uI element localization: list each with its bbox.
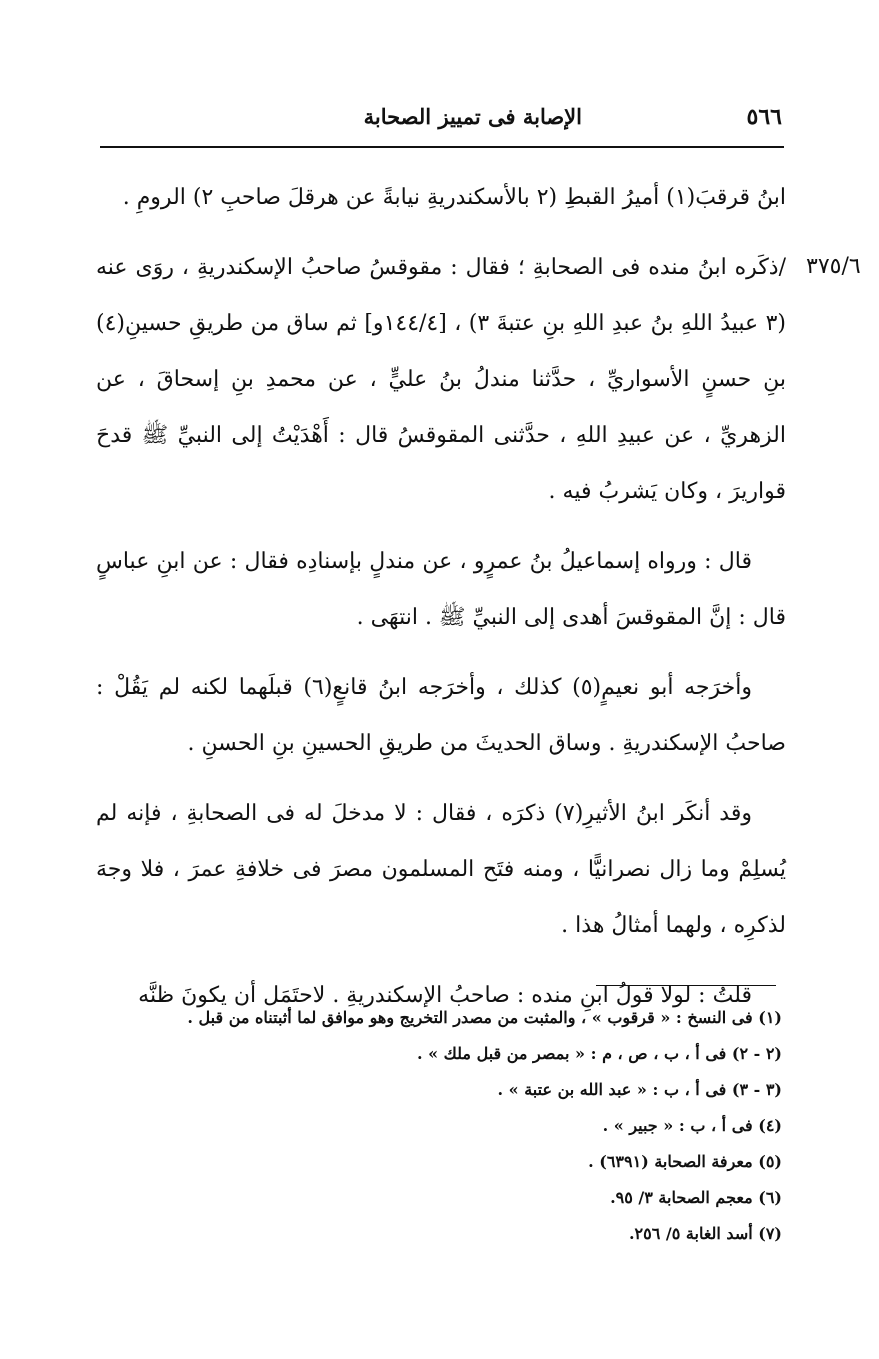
footnote: (٣ - ٣) فى أ ، ب : « عبد الله بن عتبة » .: [497, 1080, 782, 1099]
running-header: [100, 96, 782, 136]
margin-reference: ٣٧٥/٦: [806, 254, 861, 279]
paragraph: وقد أنكَر ابنُ الأثيرِ(٧) ذكرَه ، فقال : لا مدخلَ له فى الصحابةِ ، فإنه لم يُسلِمْ وما زال نصرانيًّا ، ومنه فتَح المسلمون مصرَ فى خلافةِ عمرَ ، فلا وجهَ لذكرِه ، ولهما أمثالُ هذا .: [96, 801, 786, 938]
header-rule: [100, 146, 784, 148]
paragraph: قلتُ : لولا قولُ ابنِ منده : صاحبُ الإسكندريةِ . لاحتَمَل أن يكونَ ظنَّه: [138, 983, 752, 1008]
footnote-rule: [596, 985, 776, 986]
footnote: (٧) أسد الغابة ٥/ ٢٥٦.: [628, 1224, 782, 1243]
paragraph: قال : ورواه إسماعيلُ بنُ عمرٍو ، عن مندلٍ بإسنادِه فقال : عن ابنِ عباسٍ قال : إنَّ المقوقسَ أهدى إلى النبيِّ ﷺ . انتهَى .: [96, 549, 786, 630]
footnote: (٤) فى أ ، ب : « جبير » .: [602, 1116, 782, 1135]
footnote: (٦) معجم الصحابة ٣/ ٩٥.: [610, 1188, 782, 1207]
footnote: (٢ - ٢) فى أ ، ب ، ص ، م : « بمصر من قبل ملك » .: [416, 1044, 782, 1063]
paragraph: /ذكَره ابنُ منده فى الصحابةِ ؛ فقال : مقوقسُ صاحبُ الإسكندريةِ ، روَى عنه (٣ عبيدُ اللهِ بنُ عبدِ اللهِ بنِ عتبةَ ٣) ، [١٤٤/٤و] ثم ساق من طريقِ حسينِ(٤) بنِ حسنٍ الأسواريِّ ، حدَّثنا مندلُ بنُ عليٍّ ، عن محمدِ بنِ إسحاقَ ، عن الزهريِّ ، عن عبيدِ اللهِ ، حدَّثنى المقوقسُ قال : أَهْدَيْتُ إلى النبيِّ ﷺ قدحَ قواريرَ ، وكان يَشربُ فيه .: [96, 255, 786, 504]
page-number: ٥٦٦: [746, 104, 782, 130]
footnote: (٥) معرفة الصحابة (٦٣٩١) .: [588, 1152, 782, 1171]
footnotes: [96, 1000, 782, 1252]
paragraph: ابنُ قرقبَ(١) أميرُ القبطِ (٢ بالأسكندريةِ نيابةً عن هرقلَ صاحبِ ٢) الرومِ .: [122, 185, 786, 210]
footnote: (١) فى النسخ : « قرقوب » ، والمثبت من مصدر التخريج وهو موافق لما أثبتناه من قبل .: [187, 1008, 782, 1027]
main-text: [96, 170, 786, 1038]
book-title: الإصابة فى تمييز الصحابة: [363, 104, 582, 129]
paragraph: وأخرَجه أبو نعيمٍ(٥) كذلك ، وأخرَجه ابنُ قانعٍ(٦) قبلَهما لكنه لم يَقُلْ : صاحبُ الإسكندريةِ . وساق الحديثَ من طريقِ الحسينِ بنِ الحسنِ .: [96, 675, 786, 756]
